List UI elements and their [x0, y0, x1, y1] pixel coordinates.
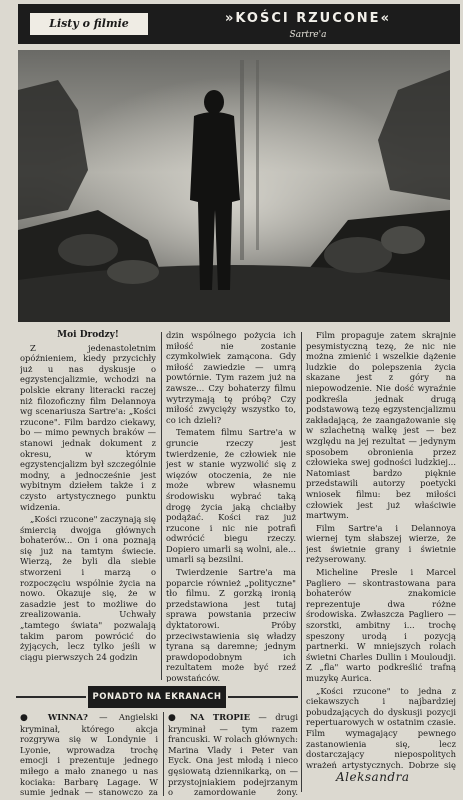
article-paragraph: Tematem filmu Sartre'a w gruncie rzeczy jest twierdzenie, że człowiek nie jest w stanie wyzwolić się z więzów otoczenia, że nie może wbrew własnemu środowisku wybrać taką drogę życia jaką chciałby podążać. Kości raz już rzucone i nic nie potrafi odwrócić biegu rzeczy. Dopiero umarli są wolni, ale... umarli są bezsilni.	[166, 427, 296, 565]
article-header	[18, 4, 460, 44]
bullet-icon: ●	[20, 713, 37, 723]
author-signature: Aleksandra	[336, 770, 410, 784]
article-column-3	[306, 330, 456, 770]
column-divider	[163, 712, 164, 796]
column-badge: Listy o filmie	[30, 13, 148, 35]
banner-rule	[228, 696, 298, 698]
short-review-na-tropie	[168, 712, 298, 798]
section-label: PONADTO NA EKRANACH	[88, 686, 226, 708]
article-paragraph: dzin wspólnego pożycia ich miłość nie zostanie czymkolwiek zamącona. Gdy miłość zawiedzie — umrą powtórnie. Tym razem już na zawsze... Czy bohaterzy filmu wytrzymają tę próbę? Czy miłość zwycięży wszystko to, co ich dzieli?	[166, 330, 296, 425]
article-paragraph: „Kości rzucone" zaczynają się śmiercią dwojga głównych bohaterów... On i ona poznają się już na tamtym świecie. Wierzą, że byli dla siebie stworzeni i marzą o rozpoczęciu wspólnie życia na nowo. Okazuje się, że w zasadzie jest to możliwe do zrealizowania. Uchwały „tamtego świata" pozwalają takim parom powrócić do żyjących, lecz tylko jeśli w ciągu pierwszych 24 godzin	[20, 514, 156, 662]
article-paragraph: Film Sartre'a i Delannoya wiernej tym słabszej wierze, że jest świetnie grany i świetnie reżyserowany.	[306, 522, 456, 565]
article-column-1	[20, 330, 156, 692]
article-paragraph: Z jedenastoletnim opóźnieniem, kiedy przycichły już u nas dyskusje o egzystencjalizmie, wchodzi na polskie ekrany literacki raczej niż filozoficzny film Delannoya wg scenariusza Sartre'a: „Kości rzucone". Film bardzo ciekawy, bo — mimo pewnych braków — stanowi jednak dokument z okresu, w którym egzystencjalizm był szczególnie modny, a jednocześnie jest wybitnym dziełem także i z czysto artystycznego punktu widzenia.	[20, 342, 156, 512]
article-greeting: Moi Drodzy!	[57, 330, 119, 340]
film-still-illustration	[18, 50, 450, 322]
article-column-2	[166, 330, 296, 682]
column-divider	[161, 332, 162, 680]
article-subtitle: Sartre'a	[289, 30, 327, 40]
article-paragraph: Film propaguje zatem skrajnie pesymistyczną tezę, że nic nie można zmienić i wszelkie dążenie ludzkie do polepszenia życia skazane jest z góry na niepowodzenie. Nie dość wyraźnie podkreśla jednak drugą podstawową tezę egzystencjalizmu zakładającą, że zaangażowanie się w szlachetną walkę jest — bez względu na jej rezultat — jedynym sposobem obronienia przez człowieka swej godności ludzkiej... Natomiast bardzo pięknie przedstawili autorzy poetycki wniosek filmu: bez miłości człowiek jest już właściwie martwym.	[306, 330, 456, 521]
review-text: — drugi kryminał — tym razem francuski. W rolach głównych: Marina Vlady i Peter van Eyck. Ona jest młodą i nieco gęsiowatą dziennikarką, on — przystojniakiem podejrzanym o zamordowanie żony.	[168, 712, 298, 798]
article-paragraph: Twierdzenie Sartre'a ma poparcie również „polityczne" tło filmu. Z gorzką ironią przedstawiona jest tutaj sprawa powstania przeciw dyktatorowi. Próby przeciwstawienia się władzy tyrana są daremne; jednym prawdopodobnym ich rezultatem może być rzeź powstańców.	[166, 567, 296, 682]
short-review-winna	[20, 712, 158, 798]
article-paragraph: „Kości rzucone" to jedna z ciekawszych i najbardziej pobudzających do dyskusji pozycji repertuarowych w ostatnim czasie. Film wymagający pewnego zastanowienia się, lecz dostarczający niepospolitych wrażeń artystycznych. Dobrze się	[306, 685, 456, 770]
column-divider	[301, 332, 302, 792]
bullet-icon: ●	[168, 713, 182, 723]
review-title: NA TROPIE	[190, 712, 250, 722]
review-text: — Angielski kryminał, którego akcja rozgrywa się w Londynie i Lyonie, wprowadza trochę emocji i prezentuje jednego miłego a mało znanego u nas kociaka: Barbarę Lagage. W sumie jednak — stanowczo za	[20, 712, 158, 798]
review-title: WINNA?	[47, 712, 88, 722]
article-title: »KOŚCI RZUCONE«	[225, 11, 391, 26]
banner-rule	[16, 696, 86, 698]
section-banner	[16, 684, 298, 710]
film-still-photo	[18, 50, 450, 322]
article-paragraph: Micheline Presle i Marcel Pagliero — skontrastowana para bohaterów znakomicie reprezentuje dwa różne środowiska. Zwłaszcza Pagliero — szorstki, ambitny i... trochę speszony urodą i pozycją partnerki. W mniejszych rolach świetni Charles Dullin i Mouloudji. Z „fla" warto podkreślić trafną muzykę Aurica.	[306, 567, 456, 683]
